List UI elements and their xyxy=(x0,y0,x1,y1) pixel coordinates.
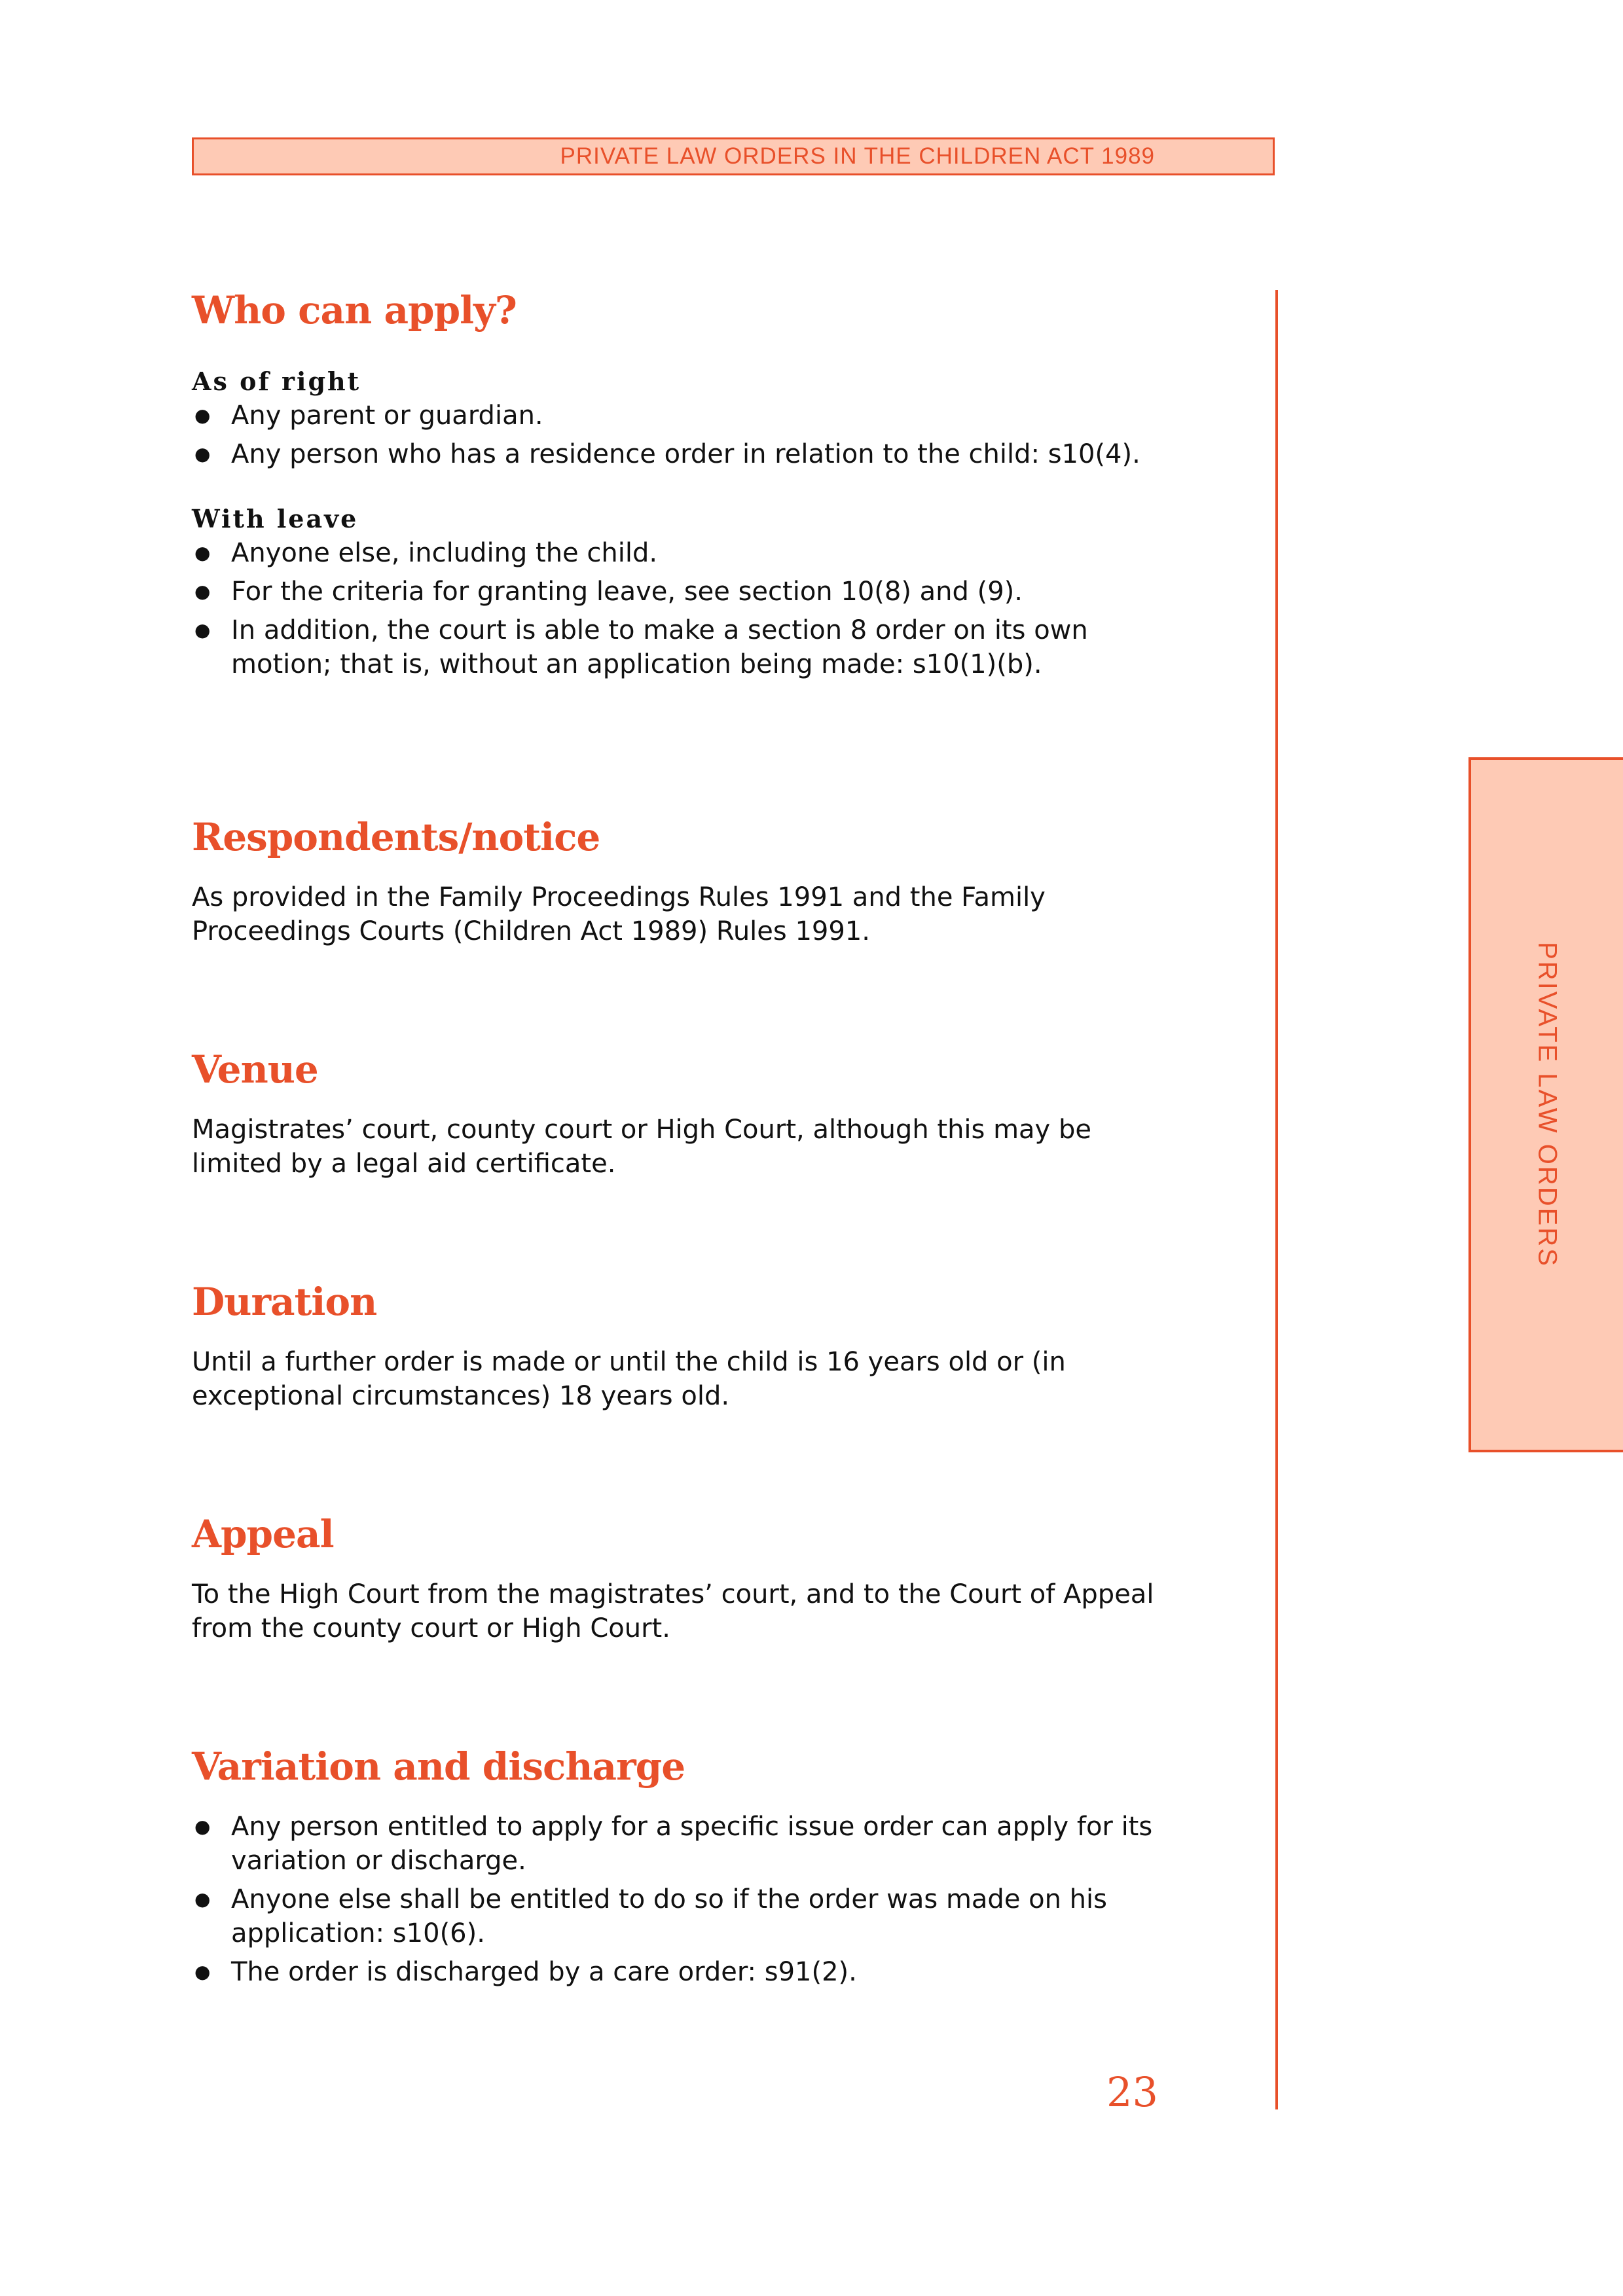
list-item: ● For the criteria for granting leave, see section 10(8) and (9). xyxy=(192,575,1161,609)
side-tab xyxy=(1468,757,1623,1452)
list-item: ● The order is discharged by a care order: s91(2). xyxy=(192,1955,1161,1989)
with-leave-list xyxy=(192,536,1161,681)
page-number: 23 xyxy=(1106,2068,1158,2116)
list-item: ● Anyone else shall be entitled to do so if the order was made on his application: s10(6). xyxy=(192,1882,1161,1950)
list-item: ● Any person who has a residence order in relation to the child: s10(4). xyxy=(192,437,1161,471)
section-respondents xyxy=(192,815,1161,948)
as-of-right-list xyxy=(192,399,1161,471)
variation-list xyxy=(192,1810,1161,1989)
heading-who-can-apply: Who can apply? xyxy=(192,288,517,332)
respondents-body: As provided in the Family Proceedings Rules 1991 and the Family Proceedings Courts (Children Act 1989) Rules 1991. xyxy=(192,882,1046,946)
section-appeal xyxy=(192,1512,1161,1645)
section-venue xyxy=(192,1047,1161,1181)
heading-variation: Variation and discharge xyxy=(192,1744,685,1789)
running-header-title: PRIVATE LAW ORDERS IN THE CHILDREN ACT 1989 xyxy=(560,143,1155,169)
subsection-as-of-right xyxy=(192,367,1161,471)
vertical-rule xyxy=(1275,290,1278,2109)
subheading-with-leave: With leave xyxy=(192,503,359,533)
list-item: ● Any person entitled to apply for a specific issue order can apply for its variation or discharge. xyxy=(192,1810,1161,1878)
venue-body: Magistrates’ court, county court or High Court, although this may be limited by a legal aid certificate. xyxy=(192,1114,1091,1179)
list-item: ● Anyone else, including the child. xyxy=(192,536,1161,570)
list-item: ● In addition, the court is able to make a section 8 order on its own motion; that is, without an application being made: s10(1)(b). xyxy=(192,613,1161,681)
heading-venue: Venue xyxy=(192,1047,318,1092)
subheading-as-of-right: As of right xyxy=(192,366,361,396)
section-who-can-apply xyxy=(192,288,1161,686)
duration-body: Until a further order is made or until the child is 16 years old or (in exceptional circumstances) 18 years old. xyxy=(192,1346,1066,1411)
side-tab-label: PRIVATE LAW ORDERS xyxy=(1533,942,1562,1268)
list-item: ● Any parent or guardian. xyxy=(192,399,1161,433)
section-variation xyxy=(192,1744,1161,1994)
subsection-with-leave xyxy=(192,504,1161,681)
appeal-body: To the High Court from the magistrates’ court, and to the Court of Appeal from the county court or High Court. xyxy=(192,1579,1154,1643)
running-header xyxy=(192,137,1275,175)
section-duration xyxy=(192,1280,1161,1413)
heading-respondents: Respondents/notice xyxy=(192,815,600,859)
heading-appeal: Appeal xyxy=(192,1512,334,1556)
heading-duration: Duration xyxy=(192,1280,377,1324)
